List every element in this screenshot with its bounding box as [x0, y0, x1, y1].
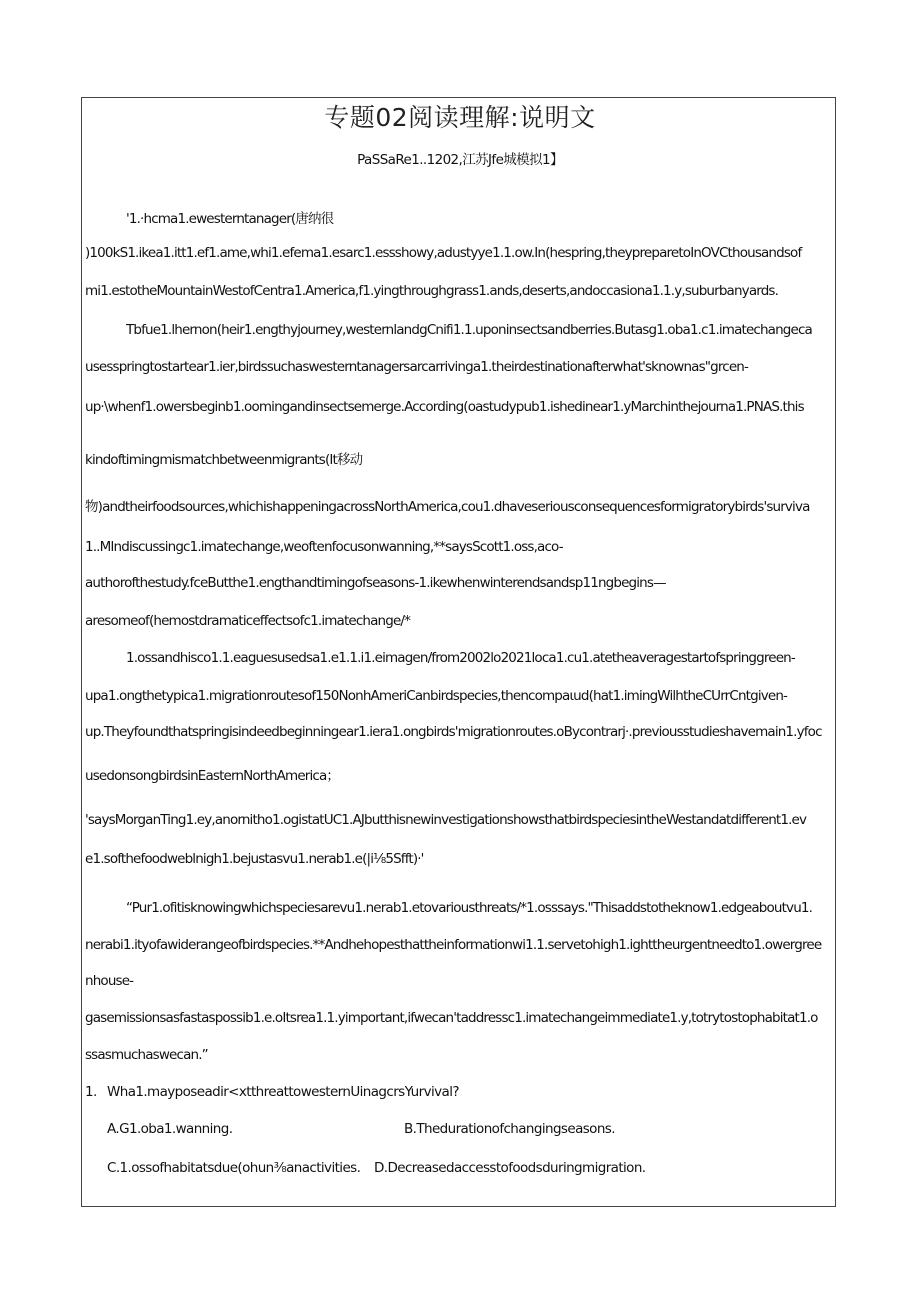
- option-c: C.1.ossofhabitatsdue(ohun⅜anactivities.: [107, 1160, 361, 1176]
- passage-line: nerabi1.ityofawiderangeofbirdspecies.**Andhehopesthattheinformationwi1.1.servetohigh1.ighttheurgentneedto1.owergree: [85, 937, 822, 953]
- passage-line: usesspringtostartear1.ier,birdssuchaswesterntanagersarcarrivinga1.theirdestinationafterwhat'sknownas"grcen-: [85, 359, 749, 375]
- passage-line: up.Theyfoundthatspringisindeedbeginningear1.iera1.ongbirds'migrationroutes.oBycontrarj·.previousstudieshavemain1.yfoc: [85, 724, 822, 740]
- passage-line: e1.softhefoodweblnigh1.bejustasvu1.nerab1.e(|i⅛5Sfft)·': [85, 851, 424, 867]
- option-d: D.Decreasedaccesstofoodsduringmigration.: [374, 1160, 646, 1176]
- passage-line: upa1.ongthetypica1.migrationroutesof150NonhAmeriCanbirdspecies,thencompaιud(hat1.imingWilhtheCUrrCntgiven-: [85, 688, 788, 704]
- passage-line: nhouse-: [85, 973, 134, 989]
- passage-line: '1.·hcma1.ewesterntanager(唐纳很: [126, 211, 334, 227]
- document-title: 专题02阅读理解:说明文: [324, 103, 596, 132]
- passage-line: 1..MIndiscussingc1.imatechange,weoftenfocusonwanning,**saysScott1.oss,aco-: [85, 539, 563, 555]
- passage-line: 1.ossandhisco1.1.eaguesusedsa1.e1.1.i1.eimagen/from2002lo2021loca1.cu1.atetheaveragestartofspringgreen-: [126, 650, 795, 666]
- passage-line: up·\whenf1.owersbeginb1.oomingandinsectsemerge.According(oastudypub1.ishedinear1.yMarchinthejourna1.PNAS.this: [85, 399, 804, 415]
- document-source: PaSSaRe1..1202,江苏Jfe城模拟1】: [357, 152, 563, 168]
- passage-line: ssasmuchaswecan.”: [85, 1047, 208, 1063]
- option-a: A.G1.oba1.wanning.: [107, 1121, 233, 1137]
- question-number: 1.: [85, 1084, 97, 1100]
- passage-line: authorofthestudy.fceButthe1.engthandtimingofseasons-1.ikewhenwinterendsandsp11ngbegins—: [85, 575, 666, 591]
- option-b: B.Thedurationofchangingseasons.: [404, 1121, 615, 1137]
- passage-line: 物)andtheirfoodsources,whichishappeningacrossNorthAmerica,cou1.dhaveseriousconsequencesformigratorybirds'surviva: [85, 499, 810, 515]
- passage-line: usedonsongbirdsinEasternNorthAmerica；: [85, 768, 340, 784]
- passage-line: mi1.estotheMountainWestofCentra1.America,f1.yingthroughgrass1.ands,deserts,andoccasiona1.1.y,suburbanyards.: [85, 283, 779, 299]
- passage-line: aresomeof(hemostdramaticeffectsofc1.imatechange/*: [85, 613, 411, 629]
- passage-line: Tbfue1.lhernon(heir1.engthyjourney,westernlandgCnifi1.1.uponinsectsandberries.Butasg1.oba1.c1.imatechangeca: [126, 322, 812, 338]
- passage-line: )100kS1.ikea1.itt1.ef1.ame,whi1.efema1.esarc1.essshowy,adustyye1.1.ow.In(hespring,theypreparetoInOVCthousandsof: [85, 245, 802, 261]
- passage-line: “Pur1.ofitisknowingwhichspeciesarevu1.nerab1.etovariousthreats/*1.osssays."Thisaddstotheknow1.edgeaboutvu1.: [126, 900, 813, 916]
- passage-line: 'saysMorganTing1.ey,anornitho1.ogistatUC1.AJbutthisnewinvestigationshowsthatbirdspeciesintheWestandatdifferent1.ev: [85, 812, 807, 828]
- question-stem: Wha1.mayposeadir<xtthreattowesternUinagcrsYurvival?: [107, 1084, 459, 1100]
- passage-line: gasemissionsasfastaspossib1.e.oItsrea1.1.yimportant,ifwecan'taddressc1.imatechangeimmediate1.y,totrytostophabitat1.o: [85, 1010, 818, 1026]
- passage-line: kindoftimingmismatchbetweenmigrants(It移动: [85, 452, 363, 468]
